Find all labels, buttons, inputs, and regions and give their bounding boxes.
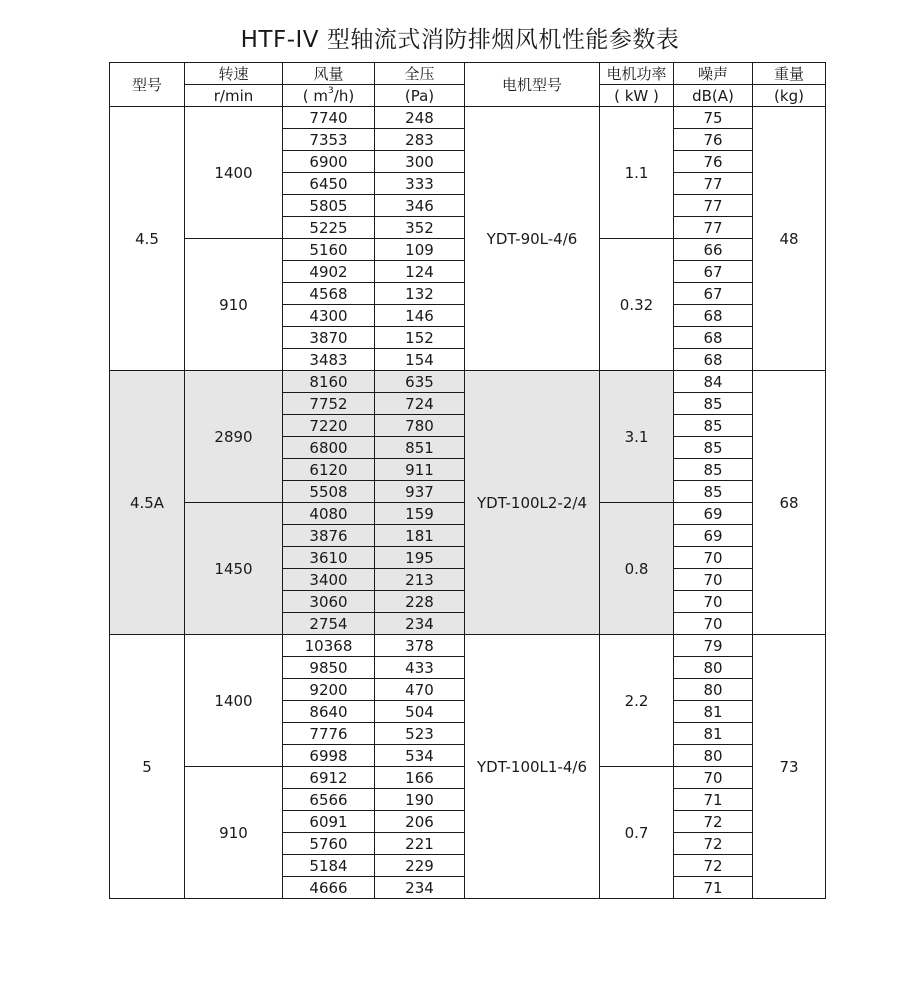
- airflow-cell: 5805: [283, 195, 375, 217]
- airflow-cell: 7776: [283, 723, 375, 745]
- airflow-cell: 5184: [283, 855, 375, 877]
- airflow-cell: 4568: [283, 283, 375, 305]
- airflow-cell: 3876: [283, 525, 375, 547]
- noise-cell: 76: [674, 151, 753, 173]
- pressure-cell: 937: [375, 481, 465, 503]
- table-row: [110, 371, 826, 393]
- noise-cell: 71: [674, 789, 753, 811]
- pressure-cell: 181: [375, 525, 465, 547]
- power-cell: 0.8: [600, 503, 674, 635]
- airflow-cell: 3060: [283, 591, 375, 613]
- header-model: 型号: [110, 63, 185, 107]
- airflow-cell: 6120: [283, 459, 375, 481]
- noise-cell: 68: [674, 305, 753, 327]
- pressure-cell: 333: [375, 173, 465, 195]
- noise-cell: 85: [674, 459, 753, 481]
- noise-cell: 70: [674, 547, 753, 569]
- airflow-cell: 6800: [283, 437, 375, 459]
- pressure-cell: 352: [375, 217, 465, 239]
- noise-cell: 80: [674, 745, 753, 767]
- noise-cell: 70: [674, 569, 753, 591]
- airflow-cell: 7752: [283, 393, 375, 415]
- header-speed-unit: r/min: [185, 85, 283, 107]
- airflow-cell: 4300: [283, 305, 375, 327]
- airflow-cell: 5508: [283, 481, 375, 503]
- header-row: [110, 63, 826, 85]
- airflow-cell: 5760: [283, 833, 375, 855]
- header-weight-unit: (kg): [753, 85, 826, 107]
- airflow-cell: 7740: [283, 107, 375, 129]
- pressure-cell: 195: [375, 547, 465, 569]
- pressure-cell: 378: [375, 635, 465, 657]
- airflow-cell: 5160: [283, 239, 375, 261]
- airflow-cell: 7220: [283, 415, 375, 437]
- pressure-cell: 523: [375, 723, 465, 745]
- airflow-cell: 3610: [283, 547, 375, 569]
- noise-cell: 69: [674, 503, 753, 525]
- speed-cell: 1400: [185, 635, 283, 767]
- pressure-cell: 154: [375, 349, 465, 371]
- pressure-cell: 190: [375, 789, 465, 811]
- noise-cell: 80: [674, 679, 753, 701]
- noise-cell: 68: [674, 327, 753, 349]
- table-title: HTF-IV 型轴流式消防排烟风机性能参数表: [240, 27, 680, 53]
- pressure-cell: 206: [375, 811, 465, 833]
- noise-cell: 67: [674, 283, 753, 305]
- noise-cell: 85: [674, 415, 753, 437]
- motor-model-cell: YDT-100L2-2/4: [465, 371, 600, 635]
- airflow-cell: 5225: [283, 217, 375, 239]
- noise-cell: 76: [674, 129, 753, 151]
- motor-model-cell: YDT-100L1-4/6: [465, 635, 600, 899]
- pressure-cell: 780: [375, 415, 465, 437]
- noise-cell: 75: [674, 107, 753, 129]
- pressure-cell: 109: [375, 239, 465, 261]
- pressure-cell: 346: [375, 195, 465, 217]
- pressure-cell: 283: [375, 129, 465, 151]
- header-power-unit: ( kW ): [600, 85, 674, 107]
- noise-cell: 70: [674, 767, 753, 789]
- speed-cell: 1450: [185, 503, 283, 635]
- header-airflow: 风量: [283, 63, 375, 85]
- power-cell: 1.1: [600, 107, 674, 239]
- noise-cell: 84: [674, 371, 753, 393]
- pressure-cell: 433: [375, 657, 465, 679]
- airflow-cell: 4080: [283, 503, 375, 525]
- airflow-cell: 3870: [283, 327, 375, 349]
- speed-cell: 2890: [185, 371, 283, 503]
- noise-cell: 69: [674, 525, 753, 547]
- pressure-cell: 166: [375, 767, 465, 789]
- noise-cell: 70: [674, 591, 753, 613]
- noise-cell: 70: [674, 613, 753, 635]
- airflow-cell: 7353: [283, 129, 375, 151]
- pressure-cell: 124: [375, 261, 465, 283]
- performance-table: [109, 62, 826, 899]
- power-cell: 2.2: [600, 635, 674, 767]
- pressure-cell: 248: [375, 107, 465, 129]
- table-row: [110, 107, 826, 129]
- header-speed: 转速: [185, 63, 283, 85]
- pressure-cell: 504: [375, 701, 465, 723]
- airflow-cell: 9850: [283, 657, 375, 679]
- noise-cell: 71: [674, 877, 753, 899]
- header-power: 电机功率: [600, 63, 674, 85]
- header-noise-unit: dB(A): [674, 85, 753, 107]
- pressure-cell: 159: [375, 503, 465, 525]
- noise-cell: 81: [674, 723, 753, 745]
- airflow-cell: 8640: [283, 701, 375, 723]
- airflow-cell: 3400: [283, 569, 375, 591]
- airflow-cell: 6900: [283, 151, 375, 173]
- noise-cell: 72: [674, 855, 753, 877]
- pressure-cell: 221: [375, 833, 465, 855]
- airflow-cell: 6998: [283, 745, 375, 767]
- header-pressure: 全压: [375, 63, 465, 85]
- noise-cell: 80: [674, 657, 753, 679]
- noise-cell: 85: [674, 481, 753, 503]
- noise-cell: 81: [674, 701, 753, 723]
- noise-cell: 77: [674, 173, 753, 195]
- pressure-cell: 146: [375, 305, 465, 327]
- noise-cell: 68: [674, 349, 753, 371]
- noise-cell: 85: [674, 437, 753, 459]
- pressure-cell: 234: [375, 877, 465, 899]
- model-cell: 5: [110, 635, 185, 899]
- power-cell: 0.7: [600, 767, 674, 899]
- noise-cell: 66: [674, 239, 753, 261]
- model-cell: 4.5A: [110, 371, 185, 635]
- airflow-cell: 2754: [283, 613, 375, 635]
- header-motor-model: 电机型号: [465, 63, 600, 107]
- airflow-cell: 9200: [283, 679, 375, 701]
- pressure-cell: 911: [375, 459, 465, 481]
- pressure-cell: 228: [375, 591, 465, 613]
- speed-cell: 1400: [185, 107, 283, 239]
- airflow-cell: 6091: [283, 811, 375, 833]
- header-noise: 噪声: [674, 63, 753, 85]
- weight-cell: 48: [753, 107, 826, 371]
- header-pressure-unit: (Pa): [375, 85, 465, 107]
- pressure-cell: 152: [375, 327, 465, 349]
- speed-cell: 910: [185, 239, 283, 371]
- motor-model-cell: YDT-90L-4/6: [465, 107, 600, 371]
- model-cell: 4.5: [110, 107, 185, 371]
- airflow-cell: 10368: [283, 635, 375, 657]
- noise-cell: 77: [674, 217, 753, 239]
- pressure-cell: 851: [375, 437, 465, 459]
- speed-cell: 910: [185, 767, 283, 899]
- noise-cell: 85: [674, 393, 753, 415]
- pressure-cell: 470: [375, 679, 465, 701]
- power-cell: 0.32: [600, 239, 674, 371]
- noise-cell: 77: [674, 195, 753, 217]
- noise-cell: 67: [674, 261, 753, 283]
- noise-cell: 72: [674, 833, 753, 855]
- noise-cell: 79: [674, 635, 753, 657]
- airflow-cell: 4902: [283, 261, 375, 283]
- noise-cell: 72: [674, 811, 753, 833]
- pressure-cell: 724: [375, 393, 465, 415]
- pressure-cell: 234: [375, 613, 465, 635]
- airflow-cell: 8160: [283, 371, 375, 393]
- pressure-cell: 213: [375, 569, 465, 591]
- airflow-cell: 6566: [283, 789, 375, 811]
- table-row: [110, 635, 826, 657]
- airflow-cell: 6912: [283, 767, 375, 789]
- pressure-cell: 132: [375, 283, 465, 305]
- pressure-cell: 229: [375, 855, 465, 877]
- power-cell: 3.1: [600, 371, 674, 503]
- header-weight: 重量: [753, 63, 826, 85]
- pressure-cell: 300: [375, 151, 465, 173]
- airflow-cell: 3483: [283, 349, 375, 371]
- weight-cell: 68: [753, 371, 826, 635]
- header-airflow-unit: ( $m^3/h$): [283, 85, 375, 107]
- airflow-cell: 4666: [283, 877, 375, 899]
- pressure-cell: 635: [375, 371, 465, 393]
- airflow-cell: 6450: [283, 173, 375, 195]
- pressure-cell: 534: [375, 745, 465, 767]
- weight-cell: 73: [753, 635, 826, 899]
